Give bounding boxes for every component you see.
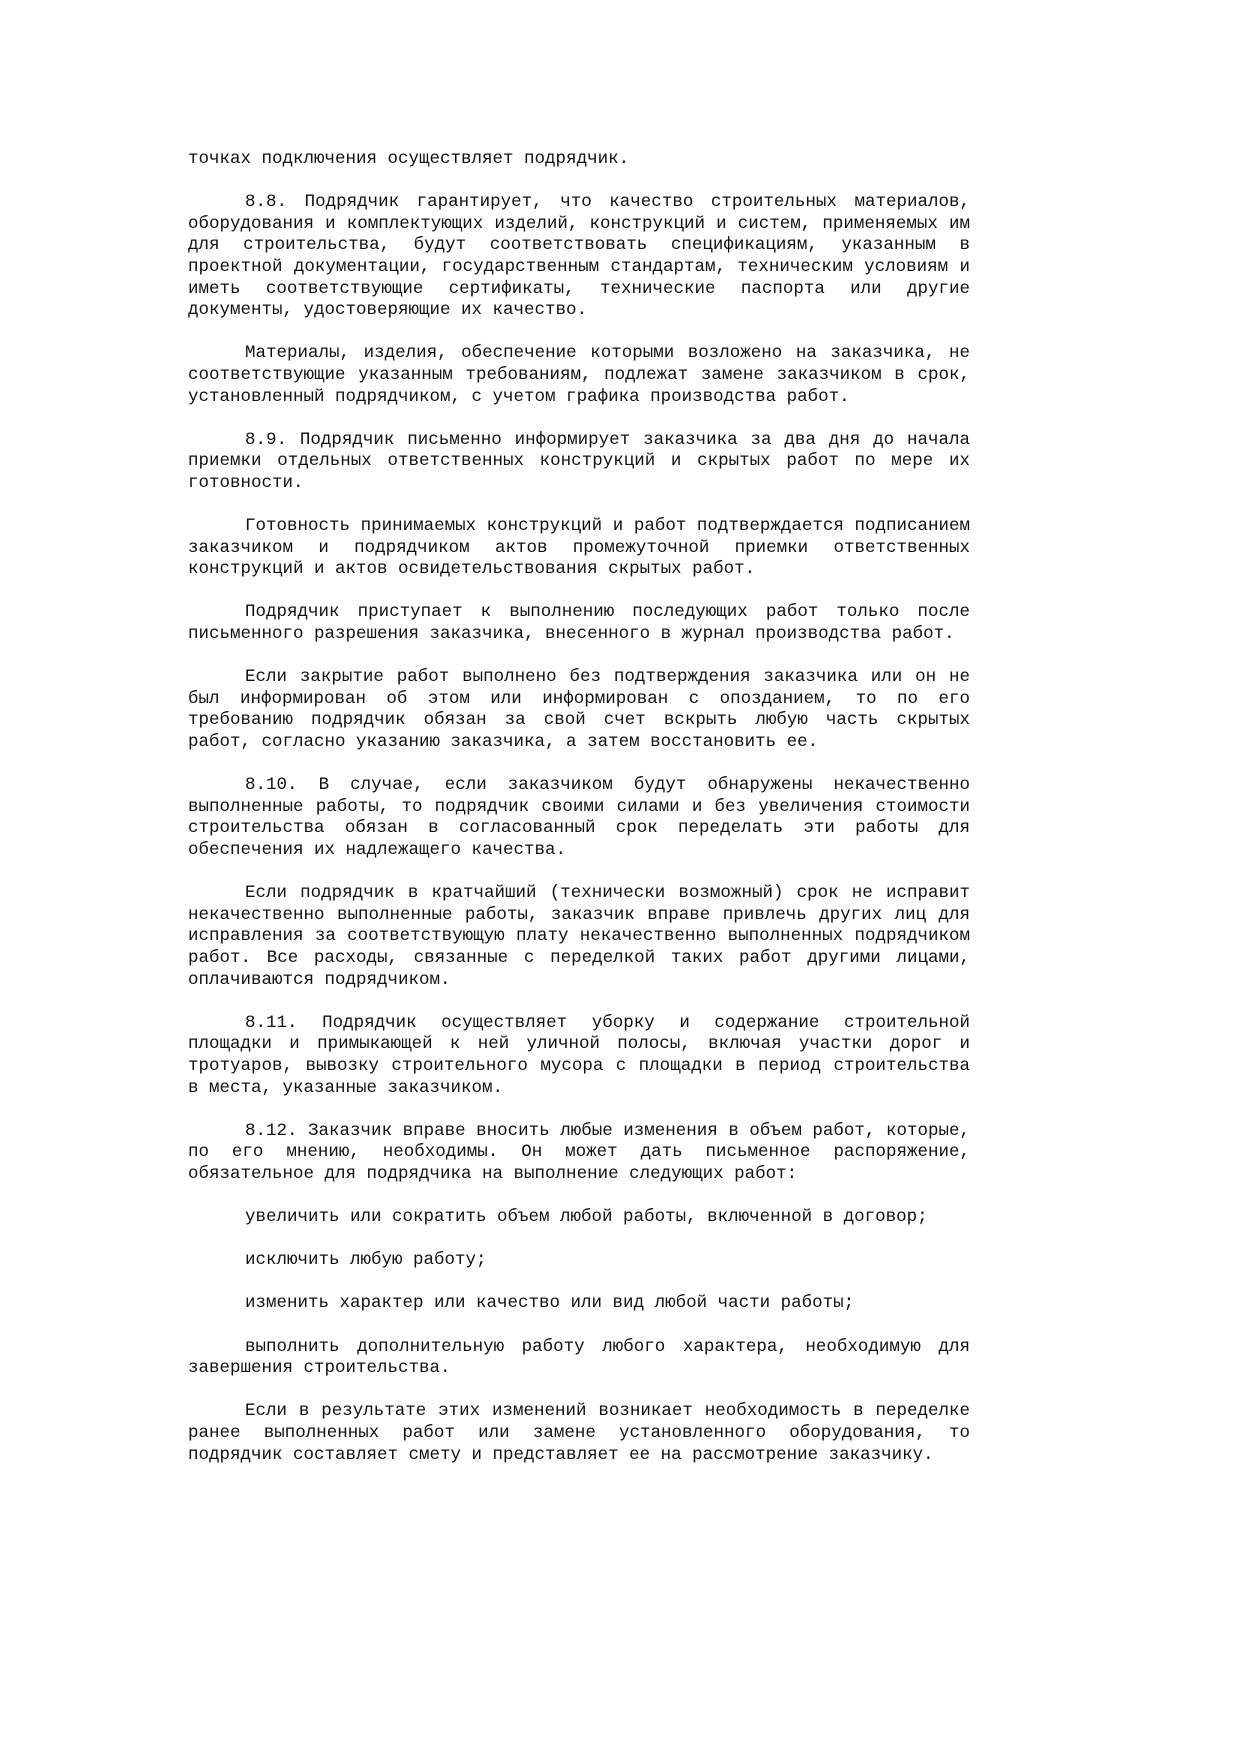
paragraph-8-8: 8.8. Подрядчик гарантирует, что качество строительных материалов, оборудования и комплектующих изделий, конструкций и систем, применяемых им для строительства, будут соответствовать спецификациям, указанным в проектной документации, государственным стандартам, техническим условиям и иметь соответствующие сертификаты, технические паспорта или другие документы, удостоверяющие их качество. [188, 192, 970, 321]
paragraph-contractor-proceeds: Подрядчик приступает к выполнению последующих работ только после письменного разрешения заказчика, внесенного в журнал производства работ. [188, 602, 970, 645]
paragraph-continuation: точках подключения осуществляет подрядчик. [188, 149, 630, 169]
paragraph-closing-works: Если закрытие работ выполнено без подтверждения заказчика или он не был информирован об этом или информирован с опозданием, то по его требованию подрядчик обязан за свой счет вскрыть любую часть скрытых работ, согласно указанию заказчика, а затем восстановить ее. [188, 667, 970, 753]
paragraph-8-11: 8.11. Подрядчик осуществляет уборку и содержание строительной площадки и примыкающей к ней уличной полосы, включая участки дорог и тротуаров, вывозку строительного мусора с площадки в период строительства в места, указанные заказчиком. [188, 1012, 970, 1098]
paragraph-estimate: Если в результате этих изменений возникает необходимость в переделке ранее выполненных работ или замене установленного оборудования, то подрядчик составляет смету и представляет ее на рассмотрение заказчику. [188, 1401, 970, 1465]
paragraph-readiness: Готовность принимаемых конструкций и работ подтверждается подписанием заказчиком и подрядчиком актов промежуточной приемки ответственных конструкций и актов освидетельствования скрытых работ. [188, 516, 970, 580]
list-item-additional-work: выполнить дополнительную работу любого характера, необходимую для завершения строительства. [188, 1336, 970, 1379]
document-page [188, 149, 970, 1488]
paragraph-materials: Материалы, изделия, обеспечение которыми возложено на заказчика, не соответствующие указанным требованиям, подлежат замене заказчиком в срок, установленный подрядчиком, с учетом графика производства работ. [188, 343, 970, 407]
paragraph-8-10: 8.10. В случае, если заказчиком будут обнаружены некачественно выполненные работы, то подрядчик своими силами и без увеличения стоимости строительства обязан в согласованный срок переделать эти работы для обеспечения их надлежащего качества. [188, 775, 970, 860]
paragraph-rework: Если подрядчик в кратчайший (технически возможный) срок не исправит некачественно выполненные работы, заказчик вправе привлечь других лиц для исправления за соответствующую плату некачественно выполненных подрядчиком работ. Все расходы, связанные с переделкой таких работ другими лицами, оплачиваются подрядчиком. [188, 883, 970, 990]
list-item-exclude: исключить любую работу; [245, 1250, 487, 1271]
paragraph-8-9: 8.9. Подрядчик письменно информирует заказчика за два дня до начала приемки отдельных ответственных конструкций и скрытых работ по мере их готовности. [188, 429, 970, 493]
paragraph-8-12: 8.12. Заказчик вправе вносить любые изменения в объем работ, которые, по его мнению, необходимы. Он может дать письменное распоряжение, обязательное для подрядчика на выполнение следующих работ: [188, 1120, 970, 1184]
list-item-change-character: изменить характер или качество или вид любой части работы; [245, 1293, 855, 1314]
list-item-increase-decrease: увеличить или сократить объем любой работы, включенной в договор; [245, 1207, 928, 1228]
